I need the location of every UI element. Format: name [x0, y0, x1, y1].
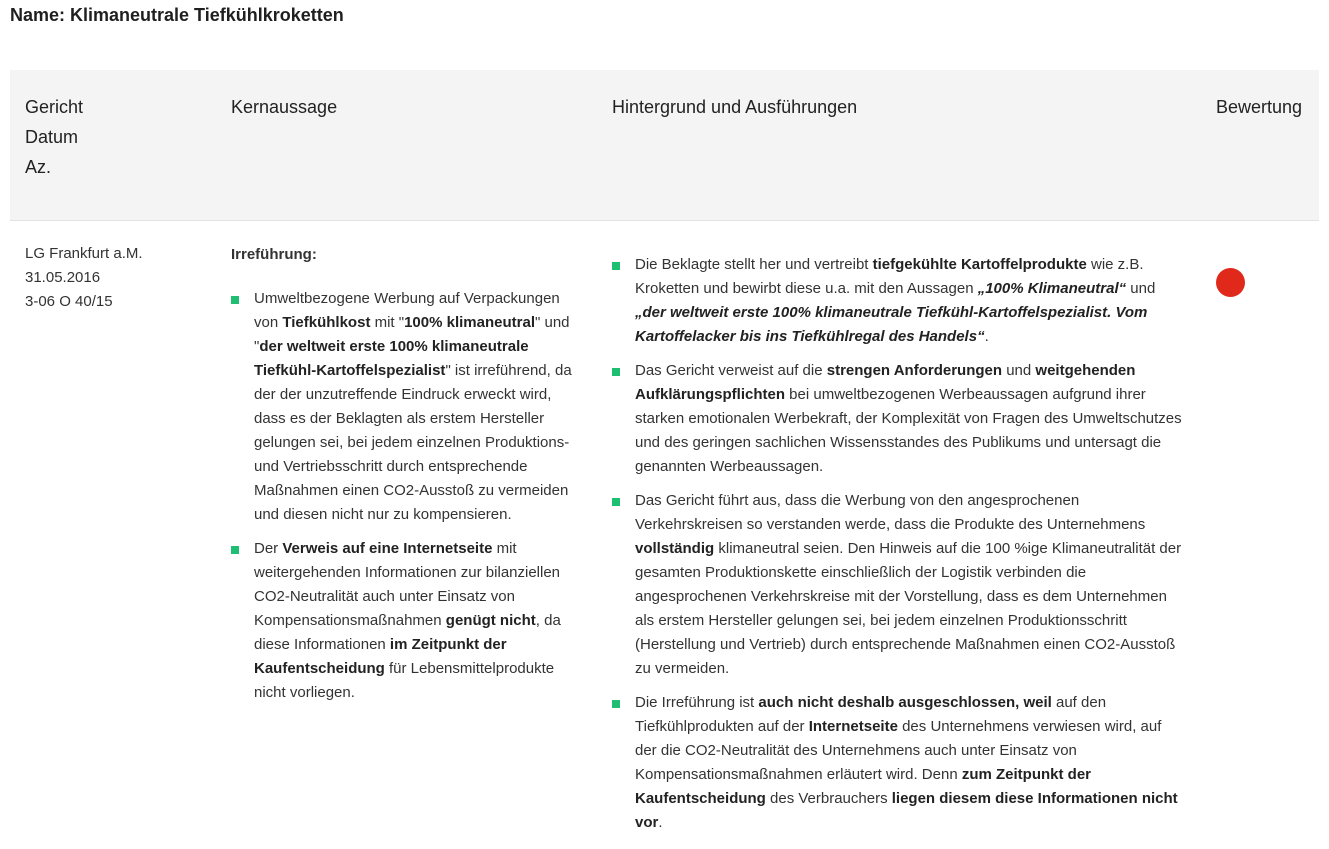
emphasis-text: strengen Anforderungen [826, 362, 1003, 379]
body-text: bei umweltbezogenen Werbeaussagen aufgrund ihrer starken emotionalen Werbekraft, der Komplexität von Fragen des Umweltschutzes und des geringen sachlichen Wissensstandes des Publikums und untersagt die genannten Werbeaussagen. [635, 386, 1182, 475]
header-court: Gericht [25, 97, 84, 117]
emphasis-text: Verweis auf eine Internetseite [282, 540, 493, 557]
body-text: des Verbrauchers [765, 790, 892, 807]
body-text: des Unternehmens verwiesen wird, auf der die CO2-Neutralität des Unternehmens auch unter Einsatz von Kompensationsmaßnahmen erläutert wird. Denn [635, 718, 1162, 783]
body-text: Das Gericht führt aus, dass die Werbung von den angesprochenen Verkehrskreisen so verstanden werde, dass die Produkte des Unternehmens [635, 492, 1146, 533]
emphasis-text: genügt nicht [445, 612, 536, 629]
court-name: LG Frankfurt a.M. [25, 245, 143, 262]
background-points-list [612, 253, 1182, 835]
case-number: 3-06 O 40/15 [25, 293, 113, 310]
list-item [612, 253, 1182, 349]
emphasis-text: „100% Klimaneutral“ [977, 280, 1127, 297]
body-text: mit weitergehenden Informationen zur bilanziellen CO2-Neutralität auch unter Einsatz von Kompensationsmaßnahmen [254, 540, 561, 629]
court-cell [25, 242, 205, 314]
emphasis-text: Tiefkühlkost [282, 314, 371, 331]
list-item [231, 287, 576, 527]
body-text: Der [254, 540, 283, 557]
list-item [612, 489, 1182, 681]
background-cell [612, 253, 1182, 845]
emphasis-text: liegen diesem diese Informationen nicht vor [635, 790, 1178, 831]
body-text: auf den Tiefkühlprodukten auf der [635, 694, 1107, 735]
body-text: " und " [254, 314, 570, 355]
list-item [612, 359, 1182, 479]
header-rating: Bewertung [1216, 97, 1303, 117]
body-text: Umweltbezogene Werbung auf Verpackungen von [254, 290, 560, 331]
table-header [10, 70, 1319, 221]
emphasis-text: „der weltweit erste 100% klimaneutrale Tiefkühl-Kartoffelspezialist. Vom Kartoffelacker bis ins Tiefkühlregal des Handels“ [635, 304, 1148, 345]
header-az: Az. [25, 157, 52, 177]
rating-indicator [1216, 268, 1245, 297]
body-text: " ist irreführend, da der der unzutreffende Eindruck erweckt wird, dass es der Beklagten als erstem Hersteller gelungen sei, bei jedem einzelnen Produktions- und Vertriebsschritt durch entsprechende Maßnahmen einen CO2-Ausstoß zu vermeiden und diesen nicht nur zu kompensieren. [254, 362, 572, 523]
core-label: Irreführung: [231, 246, 317, 263]
emphasis-text: zum Zeitpunkt der Kaufentscheidung [635, 766, 1092, 807]
emphasis-text: weitgehenden Aufklärungspflichten [635, 362, 1136, 403]
list-item [612, 691, 1182, 835]
body-text: mit " [370, 314, 405, 331]
body-text: Die Beklagte stellt her und vertreibt [635, 256, 873, 273]
body-text: wie z.B. Kroketten und bewirbt diese u.a. mit den Aussagen [635, 256, 1144, 297]
body-text: Das Gericht verweist auf die [635, 362, 827, 379]
emphasis-text: im Zeitpunkt der Kaufentscheidung [254, 636, 507, 677]
body-text: , da diese Informationen [254, 612, 561, 653]
emphasis-text: der weltweit erste 100% klimaneutrale Tiefkühl-Kartoffelspezialist [254, 338, 529, 379]
emphasis-text: 100% klimaneutral [404, 314, 535, 331]
emphasis-text: auch nicht deshalb ausgeschlossen, weil [758, 694, 1052, 711]
core-points-list [231, 287, 576, 705]
body-text: und [1126, 280, 1156, 297]
core-statement-cell [231, 243, 576, 715]
body-text: Die Irreführung ist [635, 694, 759, 711]
header-date: Datum [25, 127, 79, 147]
body-text: und [1002, 362, 1036, 379]
header-background: Hintergrund und Ausführungen [612, 97, 858, 117]
emphasis-text: tiefgekühlte Kartoffelprodukte [872, 256, 1087, 273]
body-text: für Lebensmittelprodukte nicht vorliegen. [254, 660, 555, 701]
emphasis-text: vollständig [635, 540, 715, 557]
header-core-statement: Kernaussage [231, 97, 338, 117]
list-item [231, 537, 576, 705]
body-text: . [658, 814, 663, 831]
decision-date: 31.05.2016 [25, 269, 101, 286]
body-text: klimaneutral seien. Den Hinweis auf die 100 %ige Klimaneutralität der gesamten Produktionskette einschließlich der Logistik verbinden die angesprochenen Verkehrskreise mit der Vorstellung, dass es dem Unternehmen als erstem Hersteller gelungen sei, bei jedem einzelnen Produktionsschritt (Herstellung und Vertrieb) durch entsprechende Maßnahmen einen CO2-Ausstoß zu vermeiden. [635, 540, 1182, 677]
body-text: . [984, 328, 989, 345]
header-court-date-az [25, 92, 83, 182]
emphasis-text: Internetseite [808, 718, 898, 735]
page-title: Name: Klimaneutrale Tiefkühlkroketten [10, 5, 344, 25]
